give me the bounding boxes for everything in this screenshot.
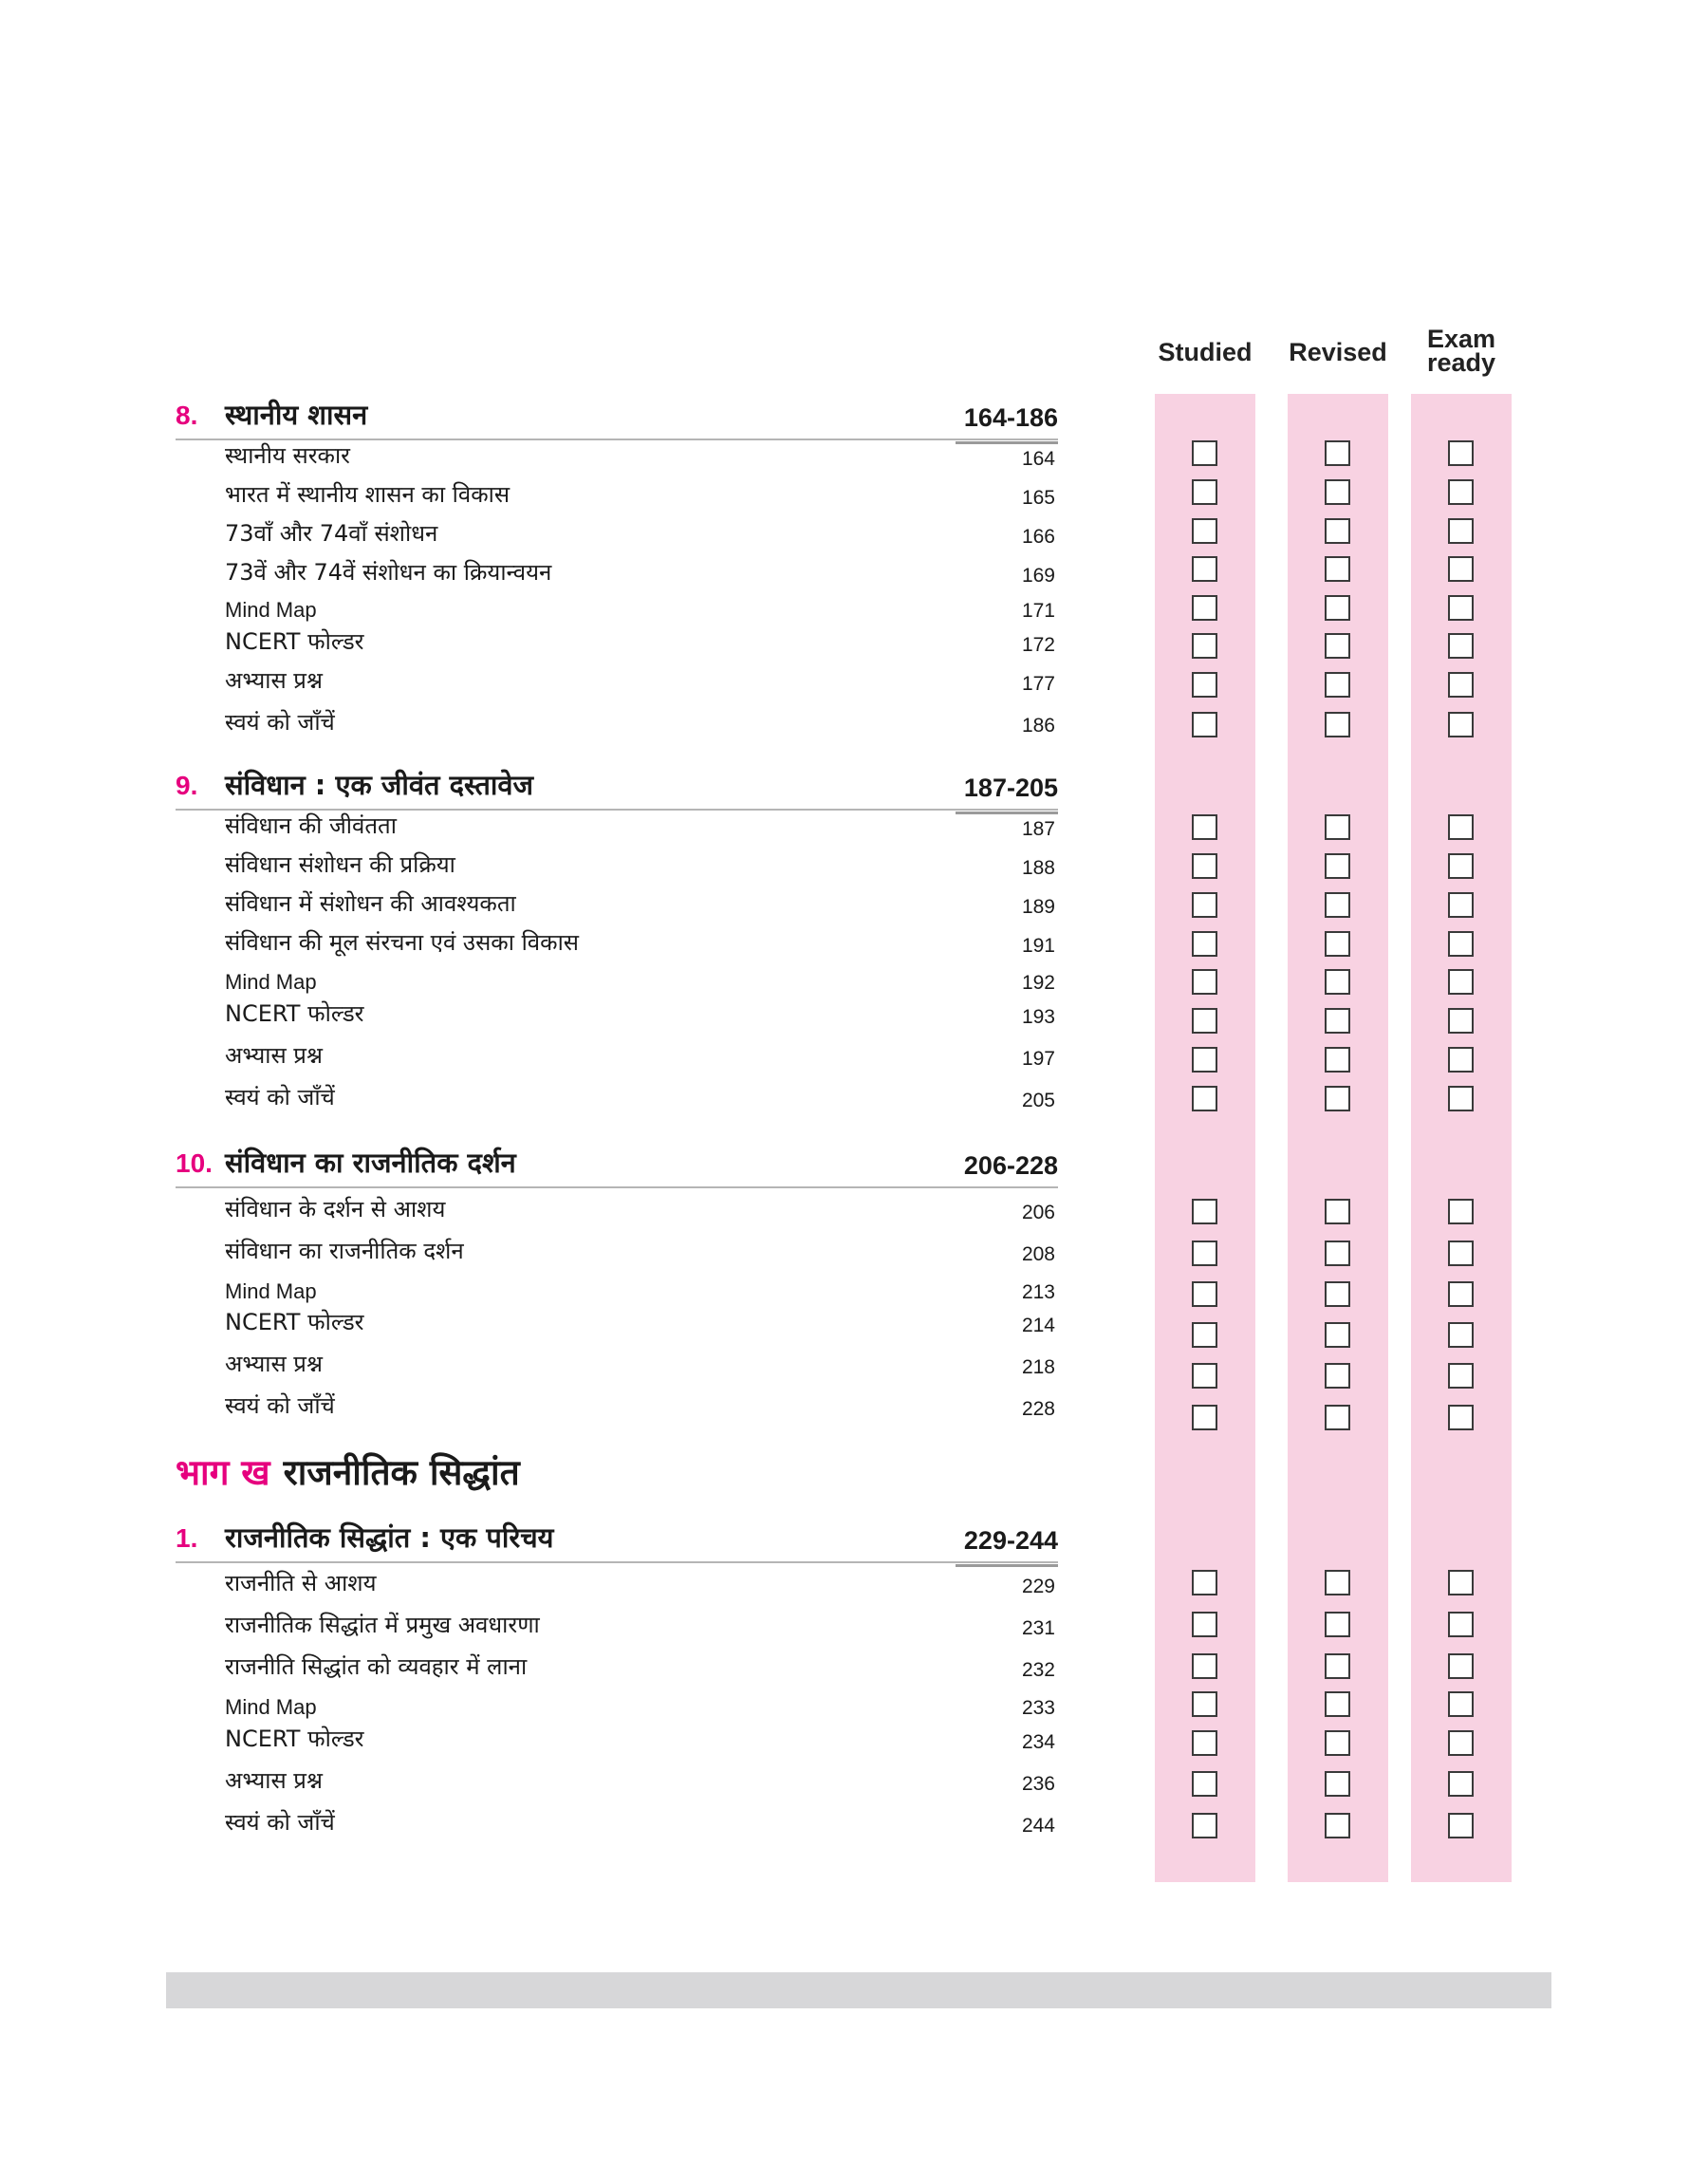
entry-label: Mind Map xyxy=(225,598,317,622)
toc-entry[interactable] xyxy=(225,1305,1057,1337)
entry-label: स्वयं को जाँचें xyxy=(225,709,335,736)
part-name: राजनीतिक सिद्धांत xyxy=(283,1452,520,1493)
chapter-heading xyxy=(176,1145,1058,1183)
studied-checkbox[interactable] xyxy=(1192,595,1217,621)
entry-page: 218 xyxy=(1021,1356,1055,1378)
revised-checkbox[interactable] xyxy=(1325,633,1350,659)
heading-rule xyxy=(176,1561,1058,1563)
entry-page: 193 xyxy=(1021,1006,1055,1028)
entry-page: 234 xyxy=(1021,1731,1055,1753)
studied-checkbox[interactable] xyxy=(1192,1008,1217,1034)
entry-page: 187 xyxy=(1021,818,1055,840)
toc-entry[interactable] xyxy=(225,1080,1057,1112)
revised-checkbox[interactable] xyxy=(1325,556,1350,582)
entry-page: 169 xyxy=(1021,565,1055,587)
entry-label: संविधान की मूल संरचना एवं उसका विकास xyxy=(225,929,580,956)
exam-ready-header: Exam ready xyxy=(1426,325,1496,377)
toc-entry[interactable] xyxy=(225,1650,1057,1682)
entry-label: राजनीति सिद्धांत को व्यवहार में लाना xyxy=(225,1653,528,1680)
studied-checkbox[interactable] xyxy=(1192,1653,1217,1679)
revised-checkbox[interactable] xyxy=(1325,969,1350,995)
revised-checkbox[interactable] xyxy=(1325,1612,1350,1637)
entry-label: Mind Map xyxy=(225,1279,317,1303)
entry-label: Mind Map xyxy=(225,1695,317,1719)
chapter-number: 8. xyxy=(176,401,198,430)
exam-ready-checkbox[interactable] xyxy=(1448,672,1474,698)
studied-checkbox[interactable] xyxy=(1192,1241,1217,1266)
toc-entry[interactable] xyxy=(225,1389,1057,1421)
exam-ready-checkbox[interactable] xyxy=(1448,518,1474,544)
exam-ready-checkbox[interactable] xyxy=(1448,969,1474,995)
chapter-page-range: 229-244 xyxy=(963,1526,1058,1555)
studied-checkbox[interactable] xyxy=(1192,1612,1217,1637)
studied-checkbox[interactable] xyxy=(1192,1771,1217,1797)
toc-entry[interactable] xyxy=(225,590,1057,623)
studied-checkbox[interactable] xyxy=(1192,1281,1217,1307)
entry-page: 208 xyxy=(1021,1243,1055,1265)
chapter-title: संविधान का राजनीतिक दर्शन xyxy=(225,1147,516,1179)
exam-ready-checkbox[interactable] xyxy=(1448,1322,1474,1348)
exam-ready-checkbox[interactable] xyxy=(1448,633,1474,659)
studied-checkbox[interactable] xyxy=(1192,892,1217,918)
studied-checkbox[interactable] xyxy=(1192,1691,1217,1717)
studied-checkbox[interactable] xyxy=(1192,1047,1217,1073)
exam-ready-checkbox[interactable] xyxy=(1448,1653,1474,1679)
exam-ready-checkbox[interactable] xyxy=(1448,1771,1474,1797)
exam-ready-checkbox[interactable] xyxy=(1448,1008,1474,1034)
revised-checkbox[interactable] xyxy=(1325,1405,1350,1430)
studied-checkbox[interactable] xyxy=(1192,633,1217,659)
entry-label: NCERT फोल्डर xyxy=(225,1000,364,1027)
revised-checkbox[interactable] xyxy=(1325,853,1350,879)
chapter-number: 9. xyxy=(176,771,198,800)
revised-checkbox[interactable] xyxy=(1325,440,1350,466)
toc-entry[interactable] xyxy=(225,1038,1057,1071)
studied-checkbox[interactable] xyxy=(1192,1363,1217,1389)
exam-ready-checkbox[interactable] xyxy=(1448,853,1474,879)
toc-entry[interactable] xyxy=(225,1566,1057,1598)
entry-label: संविधान के दर्शन से आशय xyxy=(225,1196,446,1222)
exam-ready-checkbox[interactable] xyxy=(1448,1405,1474,1430)
entry-page: 197 xyxy=(1021,1048,1055,1070)
entry-page: 244 xyxy=(1021,1815,1055,1837)
toc-entry[interactable] xyxy=(225,1192,1057,1224)
exam-ready-checkbox[interactable] xyxy=(1448,1281,1474,1307)
studied-checkbox[interactable] xyxy=(1192,479,1217,505)
entry-label: NCERT फोल्डर xyxy=(225,1726,364,1752)
entry-label: भारत में स्थानीय शासन का विकास xyxy=(225,481,511,508)
studied-checkbox[interactable] xyxy=(1192,672,1217,698)
entry-label: अभ्यास प्रश्न xyxy=(225,1351,323,1377)
studied-checkbox[interactable] xyxy=(1192,556,1217,582)
entry-label: अभ्यास प्रश्न xyxy=(225,667,323,694)
entry-page: 189 xyxy=(1021,896,1055,918)
entry-label: NCERT फोल्डर xyxy=(225,628,364,655)
revised-checkbox[interactable] xyxy=(1325,1730,1350,1756)
chapter-page-range: 164-186 xyxy=(963,403,1058,432)
entry-label: संविधान की जीवंतता xyxy=(225,812,397,839)
exam-ready-checkbox[interactable] xyxy=(1448,1047,1474,1073)
chapter-title: राजनीतिक सिद्धांत : एक परिचय xyxy=(225,1521,554,1554)
exam-ready-checkbox[interactable] xyxy=(1448,1241,1474,1266)
studied-checkbox[interactable] xyxy=(1192,440,1217,466)
entry-page: 236 xyxy=(1021,1773,1055,1795)
entry-label: अभ्यास प्रश्न xyxy=(225,1767,323,1794)
exam-ready-checkbox[interactable] xyxy=(1448,892,1474,918)
studied-checkbox[interactable] xyxy=(1192,1086,1217,1111)
revised-checkbox[interactable] xyxy=(1325,1653,1350,1679)
revised-checkbox[interactable] xyxy=(1325,1199,1350,1224)
exam-ready-checkbox[interactable] xyxy=(1448,1691,1474,1717)
entry-label: राजनीति से आशय xyxy=(225,1570,377,1596)
entry-label: राजनीतिक सिद्धांत में प्रमुख अवधारणा xyxy=(225,1612,540,1638)
studied-checkbox[interactable] xyxy=(1192,814,1217,840)
exam-ready-checkbox[interactable] xyxy=(1448,1813,1474,1838)
studied-checkbox[interactable] xyxy=(1192,853,1217,879)
entry-page: 214 xyxy=(1021,1315,1055,1336)
revised-checkbox[interactable] xyxy=(1325,672,1350,698)
exam-ready-checkbox[interactable] xyxy=(1448,1730,1474,1756)
entry-label: संविधान संशोधन की प्रक्रिया xyxy=(225,851,455,878)
entry-label: NCERT फोल्डर xyxy=(225,1309,364,1335)
revised-checkbox[interactable] xyxy=(1325,1813,1350,1838)
toc-entry[interactable] xyxy=(225,438,1057,471)
entry-page: 213 xyxy=(1021,1281,1055,1303)
entry-page: 228 xyxy=(1021,1398,1055,1420)
exam-ready-checkbox[interactable] xyxy=(1448,814,1474,840)
revised-checkbox[interactable] xyxy=(1325,1047,1350,1073)
studied-checkbox[interactable] xyxy=(1192,931,1217,957)
revised-checkbox[interactable] xyxy=(1325,1363,1350,1389)
exam-ready-checkbox[interactable] xyxy=(1448,556,1474,582)
toc-entry[interactable] xyxy=(225,1608,1057,1640)
studied-checkbox[interactable] xyxy=(1192,1322,1217,1348)
heading-rule xyxy=(176,1186,1058,1188)
entry-page: 186 xyxy=(1021,715,1055,737)
toc-entry[interactable] xyxy=(225,1688,1057,1720)
exam-ready-checkbox[interactable] xyxy=(1448,712,1474,737)
entry-page: 172 xyxy=(1021,634,1055,656)
toc-entry[interactable] xyxy=(225,1347,1057,1379)
entry-page: 232 xyxy=(1021,1659,1055,1681)
chapter-heading xyxy=(176,397,1058,435)
toc-entry[interactable] xyxy=(225,886,1057,919)
entry-label: स्थानीय सरकार xyxy=(225,442,350,469)
toc-entry[interactable] xyxy=(225,705,1057,737)
entry-label: स्वयं को जाँचें xyxy=(225,1809,335,1836)
toc-entry[interactable] xyxy=(225,663,1057,696)
toc-entry[interactable] xyxy=(225,997,1057,1029)
entry-label: संविधान का राजनीतिक दर्शन xyxy=(225,1238,464,1264)
exam-ready-checkbox[interactable] xyxy=(1448,595,1474,621)
toc-entry[interactable] xyxy=(225,477,1057,510)
revised-checkbox[interactable] xyxy=(1325,1570,1350,1595)
chapter-title: संविधान : एक जीवंत दस्तावेज xyxy=(225,769,534,801)
exam-ready-checkbox[interactable] xyxy=(1448,1086,1474,1111)
entry-page: 171 xyxy=(1021,600,1055,622)
revised-checkbox[interactable] xyxy=(1325,518,1350,544)
toc-entry[interactable] xyxy=(225,962,1057,995)
toc-entry[interactable] xyxy=(225,1763,1057,1796)
entry-label: स्वयं को जाँचें xyxy=(225,1392,335,1419)
entry-page: 191 xyxy=(1021,935,1055,957)
revised-checkbox[interactable] xyxy=(1325,1086,1350,1111)
revised-checkbox[interactable] xyxy=(1325,1241,1350,1266)
revised-checkbox[interactable] xyxy=(1325,479,1350,505)
toc-entry[interactable] xyxy=(225,516,1057,549)
entry-page: 229 xyxy=(1021,1576,1055,1597)
entry-page: 165 xyxy=(1021,487,1055,509)
entry-page: 206 xyxy=(1021,1202,1055,1223)
revised-checkbox[interactable] xyxy=(1325,1322,1350,1348)
toc-entry[interactable] xyxy=(225,925,1057,958)
toc-entry[interactable] xyxy=(225,1722,1057,1754)
studied-header: Studied xyxy=(1158,338,1253,366)
entry-label: संविधान में संशोधन की आवश्यकता xyxy=(225,890,516,917)
revised-checkbox[interactable] xyxy=(1325,1281,1350,1307)
revised-checkbox[interactable] xyxy=(1325,931,1350,957)
exam-ready-checkbox[interactable] xyxy=(1448,1199,1474,1224)
toc-entry[interactable] xyxy=(225,625,1057,657)
toc-entry[interactable] xyxy=(225,1805,1057,1838)
revised-checkbox[interactable] xyxy=(1325,595,1350,621)
entry-page: 177 xyxy=(1021,673,1055,695)
entry-label: 73वें और 74वें संशोधन का क्रियान्वयन xyxy=(225,559,552,586)
revised-checkbox[interactable] xyxy=(1325,712,1350,737)
exam-ready-checkbox[interactable] xyxy=(1448,1363,1474,1389)
toc-entry[interactable] xyxy=(225,1234,1057,1266)
chapter-number: 10. xyxy=(176,1148,213,1178)
studied-checkbox[interactable] xyxy=(1192,1405,1217,1430)
studied-checkbox[interactable] xyxy=(1192,518,1217,544)
part-heading xyxy=(176,1446,520,1495)
toc-entry[interactable] xyxy=(225,555,1057,588)
part-tag: भाग ख xyxy=(176,1452,270,1493)
studied-checkbox[interactable] xyxy=(1192,969,1217,995)
exam-ready-checkbox[interactable] xyxy=(1448,1570,1474,1595)
chapter-title: स्थानीय शासन xyxy=(225,399,368,431)
chapter-heading xyxy=(176,767,1058,805)
entry-label: स्वयं को जाँचें xyxy=(225,1084,335,1110)
revised-header: Revised xyxy=(1289,338,1387,366)
entry-label: Mind Map xyxy=(225,970,317,994)
entry-page: 166 xyxy=(1021,526,1055,548)
footer-bar xyxy=(166,1972,1551,2008)
exam-ready-checkbox[interactable] xyxy=(1448,1612,1474,1637)
studied-checkbox[interactable] xyxy=(1192,1570,1217,1595)
exam-ready-checkbox[interactable] xyxy=(1448,440,1474,466)
entry-page: 192 xyxy=(1021,972,1055,994)
entry-page: 233 xyxy=(1021,1697,1055,1719)
revised-checkbox[interactable] xyxy=(1325,814,1350,840)
chapter-heading xyxy=(176,1520,1058,1558)
toc-entry[interactable] xyxy=(225,848,1057,880)
revised-checkbox[interactable] xyxy=(1325,892,1350,918)
chapter-page-range: 206-228 xyxy=(963,1151,1058,1180)
entry-label: अभ्यास प्रश्न xyxy=(225,1042,323,1069)
revised-checkbox[interactable] xyxy=(1325,1691,1350,1717)
toc-entry[interactable] xyxy=(225,1272,1057,1304)
entry-page: 188 xyxy=(1021,857,1055,879)
chapter-page-range: 187-205 xyxy=(963,774,1058,802)
entry-page: 231 xyxy=(1021,1617,1055,1639)
studied-checkbox[interactable] xyxy=(1192,1199,1217,1224)
studied-checkbox[interactable] xyxy=(1192,1730,1217,1756)
entry-page: 164 xyxy=(1021,448,1055,470)
chapter-number: 1. xyxy=(176,1523,198,1553)
studied-checkbox[interactable] xyxy=(1192,1813,1217,1838)
revised-checkbox[interactable] xyxy=(1325,1771,1350,1797)
revised-checkbox[interactable] xyxy=(1325,1008,1350,1034)
entry-label: 73वाँ और 74वाँ संशोधन xyxy=(225,520,438,547)
studied-checkbox[interactable] xyxy=(1192,712,1217,737)
toc-entry[interactable] xyxy=(225,809,1057,841)
exam-ready-checkbox[interactable] xyxy=(1448,931,1474,957)
entry-page: 205 xyxy=(1021,1090,1055,1111)
exam-ready-checkbox[interactable] xyxy=(1448,479,1474,505)
